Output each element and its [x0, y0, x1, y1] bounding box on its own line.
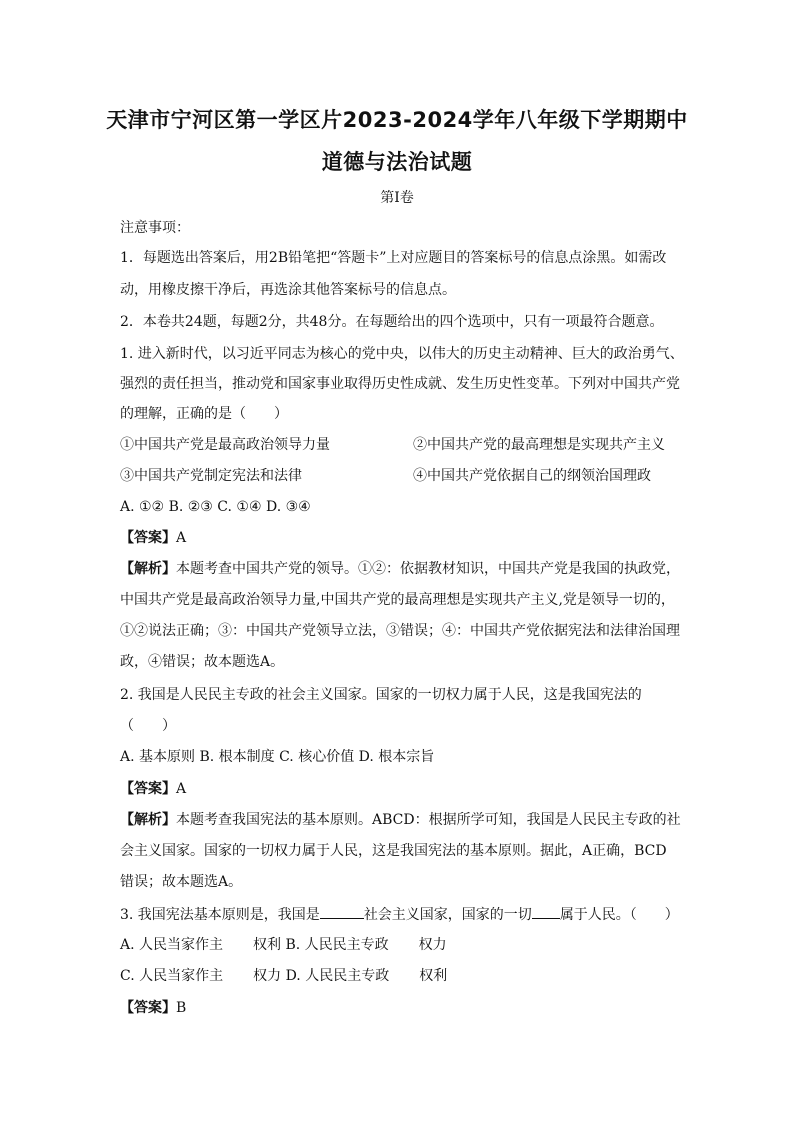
question-1-option-2: ②中国共产党的最高理想是实现共产主义 — [413, 437, 665, 453]
question-1-option-3: ③中国共产党制定宪法和法律 — [120, 468, 302, 484]
question-2-analysis-end: 错误；故本题选A。 — [120, 874, 243, 890]
question-2-answer — [120, 779, 186, 799]
question-1-option-4: ④中国共产党依据自己的纲领治国理政 — [413, 468, 651, 484]
stem-text: 社会主义国家，国家的一切 — [363, 907, 532, 923]
question-1-analysis — [120, 559, 680, 579]
question-3-stem — [120, 904, 679, 925]
question-3-choices-row-2 — [120, 966, 447, 986]
question-1-option-1: ①中国共产党是最高政治领导力量 — [120, 437, 330, 453]
analysis-label: 【解析】 — [120, 561, 176, 577]
question-2-stem-end: （ ） — [120, 718, 176, 734]
question-1-answer — [120, 528, 186, 548]
choice-c-second: 权力 — [253, 968, 282, 984]
answer-value: B — [176, 1000, 187, 1016]
choice-c: C. 人民当家作主 — [120, 968, 224, 984]
answer-label: 【答案】 — [120, 781, 176, 797]
choice-d: D. 人民民主专政 — [285, 968, 390, 984]
choice-a: A. 人民当家作主 — [120, 937, 224, 953]
fill-blank — [320, 904, 364, 919]
question-1-analysis-cont: ①②说法正确；③：中国共产党领导立法，③错误；④：中国共产党依据宪法和法律治国理 — [120, 623, 680, 639]
answer-value: A — [176, 530, 187, 546]
analysis-text: 本题考查我国宪法的基本原则。ABCD：根据所学可知，我国是人民民主专政的社 — [176, 812, 681, 828]
fill-blank — [532, 904, 560, 919]
notice-item-2: 2．本卷共24题，每题2分，共48分。在每题给出的四个选项中，只有一项最符合题意。 — [120, 314, 664, 330]
question-1-choices: A. ①② B. ②③ C. ①④ D. ③④ — [120, 499, 311, 515]
page-title: 天津市宁河区第一学区片2023-2024学年八年级下学期期中 — [106, 108, 688, 132]
choice-b: B. 人民民主专政 — [285, 937, 389, 953]
question-1-analysis-cont: 中国共产党是最高政治领导力量,中国共产党的最高理想是实现共产主义,党是领导一切的， — [120, 592, 675, 608]
question-2-analysis-cont: 会主义国家。国家的一切权力属于人民，这是我国宪法的基本原则。据此，A正确，BCD — [120, 843, 667, 859]
question-2-choices: A. 基本原则 B. 根本制度 C. 核心价值 D. 根本宗旨 — [120, 749, 435, 765]
question-2-analysis — [120, 810, 681, 830]
answer-label: 【答案】 — [120, 530, 176, 546]
answer-value: A — [176, 781, 187, 797]
choice-b-second: 权力 — [418, 937, 447, 953]
page-subtitle: 道德与法治试题 — [321, 150, 473, 174]
notice-heading: 注意事项： — [120, 220, 190, 236]
choice-a-second: 权利 — [253, 937, 282, 953]
question-3-answer — [120, 998, 186, 1018]
question-1-stem-end: 的理解，正确的是（ ） — [120, 406, 288, 422]
choice-d-second: 权利 — [419, 968, 448, 984]
question-2-stem: 2. 我国是人民民主专政的社会主义国家。国家的一切权力属于人民，这是我国宪法的 — [120, 687, 642, 703]
question-3-choices-row-1 — [120, 935, 447, 955]
volume-label: 第Ⅰ卷 — [380, 190, 414, 206]
answer-label: 【答案】 — [120, 1000, 176, 1016]
question-1-stem-cont: 强烈的责任担当，推动党和国家事业取得历史性成就、发生历史性变革。下列对中国共产党 — [120, 376, 680, 392]
analysis-label: 【解析】 — [120, 812, 176, 828]
stem-text: 属于人民。（ ） — [559, 907, 679, 923]
notice-item-1-cont: 动，用橡皮擦干净后，再选涂其他答案标号的信息点。 — [120, 282, 456, 298]
question-1-analysis-end: 政，④错误；故本题选A。 — [120, 654, 285, 670]
notice-item-1: 1．每题选出答案后，用2B铅笔把“答题卡”上对应题目的答案标号的信息点涂黑。如需改 — [120, 250, 667, 266]
analysis-text: 本题考查中国共产党的领导。①②：依据教材知识，中国共产党是我国的执政党， — [176, 561, 680, 577]
question-1-stem: 1. 进入新时代，以习近平同志为核心的党中央，以伟大的历史主动精神、巨大的政治勇气、 — [120, 346, 684, 362]
stem-text: 3. 我国宪法基本原则是，我国是 — [120, 907, 320, 923]
